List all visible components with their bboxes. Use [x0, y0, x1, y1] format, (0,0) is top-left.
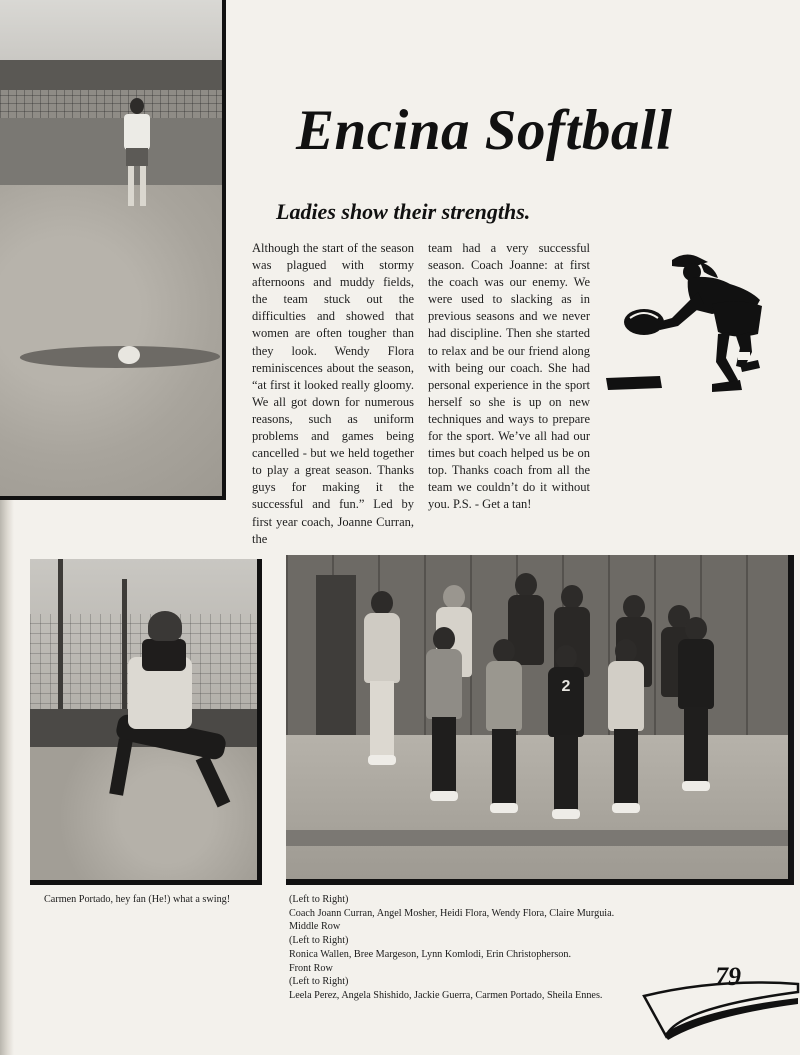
article-column-left: Although the start of the season was plagued with stormy afternoons and muddy fields, the team stuck out the difficulties and showed that women are often tougher than they look. Wendy Flora reminiscences about the season, “at first it looked really gloomy. We all got down for numerous reasons, such as uniform problems and games being cancelled - but we held together to play a great season. Thanks guys for making it the successful and fun.” Led by first year coach, Joanne Curran, the — [252, 241, 414, 546]
caption-team-line: Front Row — [289, 962, 333, 974]
caption-team-line: Leela Perez, Angela Shishido, Jackie Guerra, Carmen Portado, Sheila Ennes. — [289, 989, 603, 1001]
batting-helmet — [148, 611, 182, 641]
page-number: 79 — [715, 962, 741, 991]
caption-team — [289, 893, 634, 1003]
caption-team-line: (Left to Right) — [289, 894, 349, 905]
caption-team-line: Coach Joann Curran, Angel Mosher, Heidi Flora, Wendy Flora, Claire Murguia. — [289, 907, 615, 919]
softball — [118, 346, 140, 364]
caption-team-line: Ronica Wallen, Bree Margeson, Lynn Komlodi, Erin Christopherson. — [289, 948, 572, 960]
caption-team-line: (Left to Right) — [289, 976, 349, 988]
photo-pitcher-field — [0, 0, 226, 500]
photo-team-group — [286, 555, 794, 885]
caption-team-line: (Left to Right) — [289, 935, 349, 947]
page-title: Encina Softball — [296, 99, 673, 162]
caption-batter: Carmen Portado, hey fan (He!) what a swing! — [44, 894, 231, 905]
pitcher-figure — [120, 98, 154, 210]
softball-fielder-clipart-icon — [600, 248, 780, 398]
article-column-right: team had a very successful season. Coach Joanne: at first the coach was our enemy. We were used to slacking as in previous seasons and we never had discipline. Then she started to relax and be our friend along with being our coach. She had personal experience in the sport herself so she is up on new techniques and ways to prepare for the sport. We’ve all had our times but coach helped us be on top. Thanks coach from all the team we couldn’t do it without you. P.S. - Get a tan! — [428, 241, 590, 512]
jersey-number: 2 — [548, 667, 584, 737]
page-subtitle: Ladies show their strengths. — [276, 199, 531, 224]
caption-team-line: Middle Row — [289, 921, 341, 933]
photo-batter-swing — [30, 559, 262, 885]
